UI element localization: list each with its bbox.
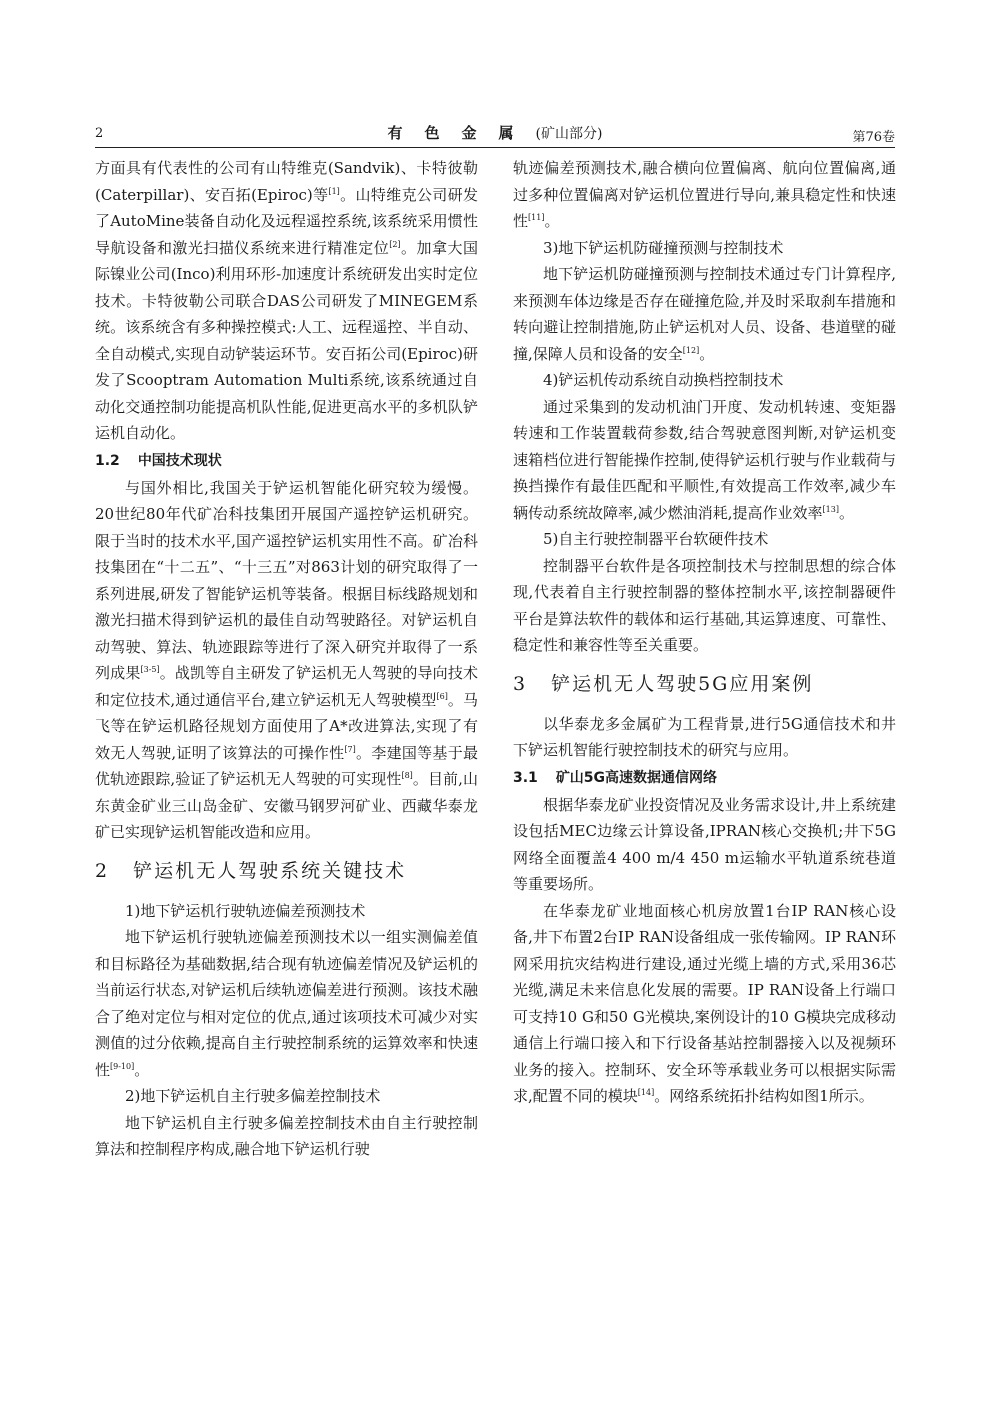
- left-column: [95, 155, 478, 1163]
- page-number: 2: [95, 126, 104, 141]
- paragraph: 根据华泰龙矿业投资情况及业务需求设计,井上系统建设包括MEC边缘云计算设备,IPRAN核心交换机;井下5G网络全面覆盖4 400 m/4 450 m运输水平轨道系统巷道等重要场所。: [513, 795, 896, 893]
- paragraph: 地下铲运机自主行驶多偏差控制技术由自主行驶控制算法和控制程序构成,融合地下铲运机行驶: [95, 1113, 478, 1158]
- citation[interactable]: [14]: [637, 1088, 655, 1097]
- citation[interactable]: [13]: [822, 504, 839, 514]
- journal-subtitle: (矿山部分): [535, 126, 603, 142]
- citation[interactable]: [3-5]: [140, 665, 160, 674]
- subheading: 4)铲运机传动系统自动换档控制技术: [543, 371, 784, 389]
- journal-name: 有色金属: [387, 124, 536, 142]
- citation[interactable]: [8]: [401, 771, 413, 780]
- subheading: 1)地下铲运机行驶轨迹偏差预测技术: [125, 901, 366, 920]
- section-heading-3: 3 铲运机无人驾驶5G应用案例: [513, 672, 814, 695]
- citation[interactable]: [6]: [436, 691, 448, 701]
- citation[interactable]: [11]: [528, 213, 545, 222]
- paragraph: 地下铲运机行驶轨迹偏差预测技术以一组实测偏差值和目标路径为基础数据,结合现有轨迹偏差情况及铲运机的当前运行状态,对铲运机后续轨迹偏差进行预测。该技术融合了绝对定位与相对定位的优点,通过该项技术可减少对实测值的过分依赖,提高自主行驶控制系统的运算效率和快速性[9-10]。: [95, 928, 478, 1079]
- paragraph: 以华泰龙多金属矿为工程背景,进行5G通信技术和井下铲运机智能行驶控制技术的研究与应用。: [513, 714, 896, 759]
- citation[interactable]: [12]: [682, 345, 700, 355]
- right-column: [513, 155, 896, 1110]
- subheading: 5)自主行驶控制器平台软硬件技术: [543, 530, 769, 548]
- citation[interactable]: [9-10]: [110, 1061, 135, 1071]
- volume-label: 第76卷: [852, 130, 895, 145]
- header-rule: [95, 147, 895, 148]
- paragraph: 地下铲运机防碰撞预测与控制技术通过专门计算程序,来预测车体边缘是否存在碰撞危险,并及时采取刹车措施和转向避让控制措施,防止铲运机对人员、设备、巷道壁的碰撞,保障人员和设备的安全[12]。: [513, 265, 896, 363]
- paragraph: 轨迹偏差预测技术,融合横向位置偏离、航向位置偏离,通过多种位置偏离对铲运机位置进行导向,兼具稳定性和快速性[11]。: [513, 159, 896, 230]
- section-heading-3-1: 3.1 矿山5G高速数据通信网络: [513, 769, 718, 786]
- paragraph: 控制器平台软件是各项控制技术与控制思想的综合体现,代表着自主行驶控制器的整体控制水平,该控制器硬件平台是算法软件的载体和运行基础,其运算速度、可靠性、稳定性和兼容性等至关重要。: [513, 556, 896, 654]
- section-heading-2: 2 铲运机无人驾驶系统关键技术: [95, 859, 407, 882]
- section-heading-1-2: 1.2 中国技术现状: [95, 452, 222, 469]
- subheading: 2)地下铲运机自主行驶多偏差控制技术: [125, 1087, 381, 1105]
- citation[interactable]: [7]: [344, 744, 356, 754]
- paragraph: 方面具有代表性的公司有山特维克(Sandvik)、卡特彼勒(Caterpillar)、安百拓(Epiroc)等[1]。山特维克公司研发了AutoMine装备自动化及远程遥控系统,该系统采用惯性导航设备和激光扫描仪系统来进行精准定位[2]。加拿大国际镍业公司(Inco)利用环形-加速度计系统研发出实时定位技术。卡特彼勒公司联合DAS公司研发了MINEGEM系统。该系统含有多种操控模式:人工、远程遥控、半自动、全自动模式,实现自动铲装运环节。安百拓公司(Epiroc)研发了Scooptram Automation Multi系统,该系统通过自动化交通控制功能提高机队性能,促进更高水平的多机队铲运机自动化。: [95, 159, 478, 442]
- subheading: 3)地下铲运机防碰撞预测与控制技术: [543, 238, 784, 257]
- paragraph: 与国外相比,我国关于铲运机智能化研究较为缓慢。20世纪80年代矿冶科技集团开展国产遥控铲运机研究。限于当时的技术水平,国产遥控铲运机实用性不高。矿冶科技集团在“十二五”、“十三五”对863计划的研究取得了一系列进展,研发了智能铲运机等装备。根据目标线路规划和激光扫描术得到铲运机的最佳自动驾驶路径。对铲运机自动驾驶、算法、轨迹跟踪等进行了深入研究并取得了一系列成果[3-5]。战凯等自主研发了铲运机无人驾驶的导向技术和定位技术,通过通信平台,建立铲运机无人驾驶模型[6]。马飞等在铲运机路径规划方面使用了A*改进算法,实现了有效无人驾驶,证明了该算法的可操作性[7]。李建国等基于最优轨迹跟踪,验证了铲运机无人驾驶的可实现性[8]。目前,山东黄金矿业三山岛金矿、安徽马钢罗河矿业、西藏华泰龙矿已实现铲运机智能改造和应用。: [95, 478, 478, 841]
- citation[interactable]: [2]: [389, 239, 401, 249]
- paragraph: 在华泰龙矿业地面核心机房放置1台IP RAN核心设备,井下布置2台IP RAN设备组成一张传输网。IP RAN环网采用抗灾结构进行建设,通过光缆上墙的方式,采用36芯光缆,满足未来信息化发展的需要。IP RAN设备上行端口可支持10 G和50 G光模块,案例设计的10 G模块完成移动通信上行端口接入和下行设备基站控制器接入以及视频环业务的接入。控制环、安全环等承载业务可以根据实际需求,配置不同的模块[14]。网络系统拓扑结构如图1所示。: [513, 901, 896, 1105]
- running-header: [95, 118, 895, 148]
- paragraph: 通过采集到的发动机油门开度、发动机转速、变矩器转速和工作装置载荷参数,结合驾驶意图判断,对铲运机变速箱档位进行智能操作控制,使得铲运机行驶与作业载荷与换挡操作有最佳匹配和平顺性,有效提高工作效率,减少车辆传动系统故障率,减少燃油消耗,提高作业效率[13]。: [513, 397, 896, 522]
- citation[interactable]: [1]: [328, 186, 340, 196]
- journal-title: [95, 122, 895, 143]
